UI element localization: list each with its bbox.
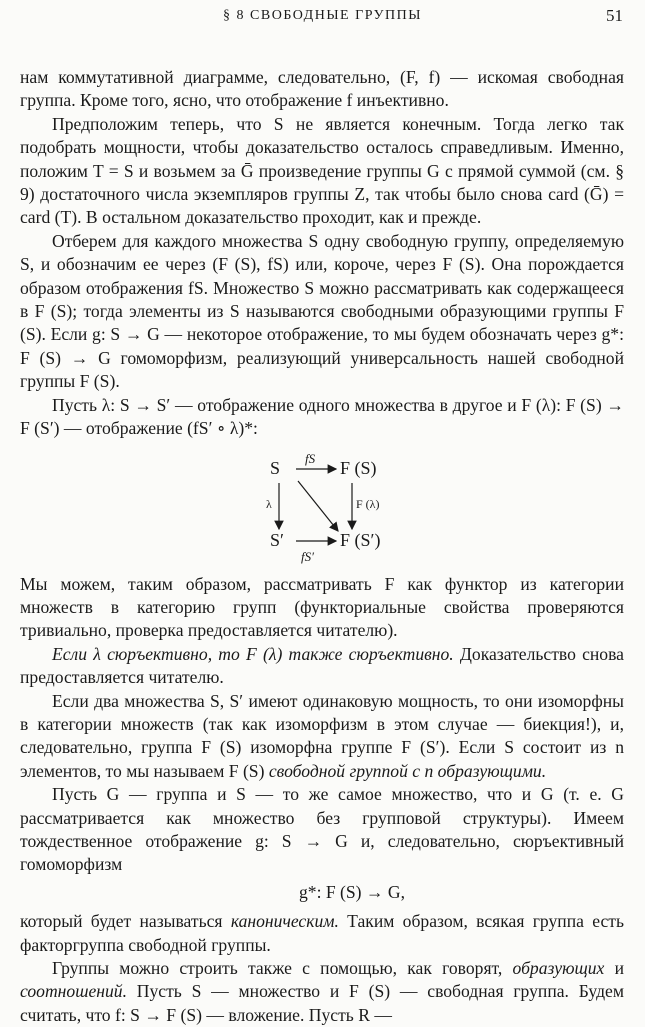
theorem-statement: Если λ сюръективно, то F (λ) также сюръективно. bbox=[52, 643, 454, 664]
paragraph-5: Мы можем, таким образом, рассматривать F как функтор из категории множеств в категорию групп (функториальные свойства проверяются тривиально, проверка предоставляется читателю). bbox=[20, 573, 624, 641]
label-bottom-arrow: fS′ bbox=[301, 548, 314, 564]
running-header bbox=[0, 8, 645, 30]
paragraph-8: Пусть G — группа и S — то же самое множество, что и G (т. е. G рассматривается как множество без групповой структуры). Имеем тождественное отображение g: S → G и, следовательно, сюръективный гомоморфизм bbox=[20, 784, 624, 875]
paragraph-9 bbox=[20, 910, 624, 957]
arrow-diagonal bbox=[298, 481, 338, 531]
diagram-arrows bbox=[20, 449, 624, 571]
diagram-node-fs-prime: F (S′) bbox=[340, 529, 381, 550]
label-right-arrow: F (λ) bbox=[356, 496, 380, 511]
section-title: § 8 СВОБОДНЫЕ ГРУППЫ bbox=[223, 8, 422, 23]
paragraph-4: Пусть λ: S → S′ — отображение одного множества в другое и F (λ): F (S) → F (S′) — отображение (fS′ ∘ λ)*: bbox=[20, 394, 624, 439]
paragraph-10 bbox=[20, 957, 624, 1027]
term-generators: образующих bbox=[512, 958, 605, 978]
paragraph-10-text-a: Группы можно строить также с помощью, как говорят, bbox=[52, 958, 503, 978]
diagram-node-s-prime: S′ bbox=[270, 529, 284, 550]
paragraph-9-text-a: который будет называться bbox=[20, 911, 223, 932]
term-canonical: каноническим. bbox=[230, 911, 339, 932]
paragraph-9-text-b: Таким образом, всякая группа есть факторгруппа свободной группы. bbox=[20, 911, 624, 955]
diagram-node-fs: F (S) bbox=[340, 457, 377, 478]
label-left-arrow: λ bbox=[266, 496, 272, 511]
commutative-diagram bbox=[20, 449, 624, 571]
paragraph-10-text-b: и bbox=[614, 958, 624, 978]
diagram-node-s: S bbox=[270, 457, 281, 478]
label-top-arrow: fS bbox=[305, 450, 316, 466]
paragraph-2: Предположим теперь, что S не является конечным. Тогда легко так подобрать мощности, чтобы доказательство осталось справедливым. Именно, положим T = S и возьмем за Ḡ произведение группы G с прямой суммой (см. § 9) достаточного числа экземпляров группы Z, так чтобы было снова card (Ḡ) = card (T). В остальном доказательство проходит, как и прежде. bbox=[20, 113, 624, 228]
proof-note: Доказательство снова предоставляется читателю. bbox=[20, 643, 624, 688]
paragraph-1: нам коммутативной диаграмме, следовательно, (F, f) — искомая свободная группа. Кроме того, ясно, что отображение f инъективно. bbox=[20, 67, 624, 111]
page-body bbox=[20, 66, 624, 1027]
paragraph-7-text: Если два множества S, S′ имеют одинаковую мощность, то они изоморфны в категории множеств (так как изоморфизм в этом случае — биекция!), и, следовательно, группа F (S) изоморфна группе F (S′). Если S состоит из n элементов, то мы называем F (S) bbox=[20, 690, 624, 781]
term-relations: соотношений. bbox=[20, 981, 128, 1002]
definition-term: свободной группой с n образующими. bbox=[268, 760, 547, 781]
formula-canonical: g*: F (S) → G, bbox=[298, 881, 406, 902]
page-number: 51 bbox=[606, 6, 623, 25]
paragraph-7 bbox=[20, 690, 624, 784]
paragraph-6 bbox=[20, 643, 624, 690]
paragraph-10-text-c: Пусть S — множество и F (S) — свободная группа. Будем считать, что f: S → F (S) — вложение. Пусть R — bbox=[20, 981, 624, 1025]
paragraph-3: Отберем для каждого множества S одну свободную группу, определяемую S, и обозначим ее через (F (S), fS) или, короче, через F (S). Она порождается образом отображения fS. Множество S можно рассматривать как содержащееся в F (S); тогда элементы из S называются свободными образующими группы F (S). Если g: S → G — некоторое отображение, то мы будем обозначать через g*: F (S) → G гомоморфизм, реализующий универсальность нашей свободной группы F (S). bbox=[20, 230, 624, 392]
